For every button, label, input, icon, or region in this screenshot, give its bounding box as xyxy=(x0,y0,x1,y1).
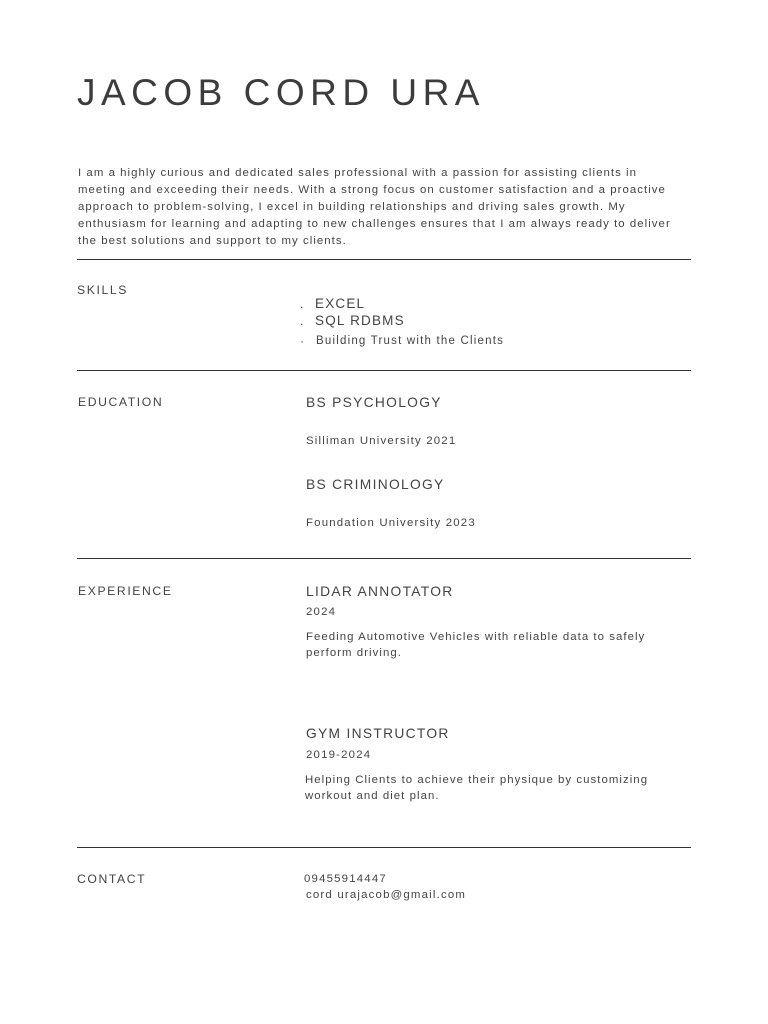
job-years: 2019-2024 xyxy=(306,749,372,761)
divider xyxy=(77,558,691,559)
skill-bullet: · xyxy=(300,334,304,348)
job-title: GYM INSTRUCTOR xyxy=(306,726,450,741)
education-school: Silliman University 2021 xyxy=(306,435,457,447)
contact-section-label: CONTACT xyxy=(77,872,147,886)
skill-item-sql-rdbms: SQL RDBMS xyxy=(315,313,405,328)
education-school: Foundation University 2023 xyxy=(306,517,476,529)
education-section-label: EDUCATION xyxy=(78,395,164,409)
contact-phone: 09455914447 xyxy=(304,873,387,885)
experience-section-label: EXPERIENCE xyxy=(78,584,173,598)
education-degree: BS CRIMINOLOGY xyxy=(306,477,445,492)
professional-summary: I am a highly curious and dedicated sales professional with a passion for assisting clients in meeting and exceeding their needs. With a strong focus on customer satisfaction and a proactive approach to problem-solving, I excel in building relationships and driving sales growth. My enthusiasm for learning and adapting to new challenges ensures that I am always ready to deliver the best solutions and support to my clients. xyxy=(78,167,671,247)
job-description: Helping Clients to achieve their physique by customizing workout and diet plan. xyxy=(305,774,649,802)
skill-item-excel: EXCEL xyxy=(315,296,366,311)
divider xyxy=(77,370,691,371)
education-degree: BS PSYCHOLOGY xyxy=(306,395,442,410)
divider xyxy=(77,847,691,848)
job-years: 2024 xyxy=(306,606,337,618)
job-description: Feeding Automotive Vehicles with reliable data to safely perform driving. xyxy=(306,631,646,659)
skill-bullet: . xyxy=(300,297,304,311)
contact-email: cord urajacob@gmail.com xyxy=(306,889,467,901)
divider xyxy=(77,259,691,260)
skill-item-building-trust: Building Trust with the Clients xyxy=(316,335,505,347)
skill-bullet: . xyxy=(300,314,304,328)
job-title: LIDAR ANNOTATOR xyxy=(306,584,454,599)
resume-name: JACOB CORD URA xyxy=(77,72,485,113)
skills-section-label: SKILLS xyxy=(77,283,128,297)
